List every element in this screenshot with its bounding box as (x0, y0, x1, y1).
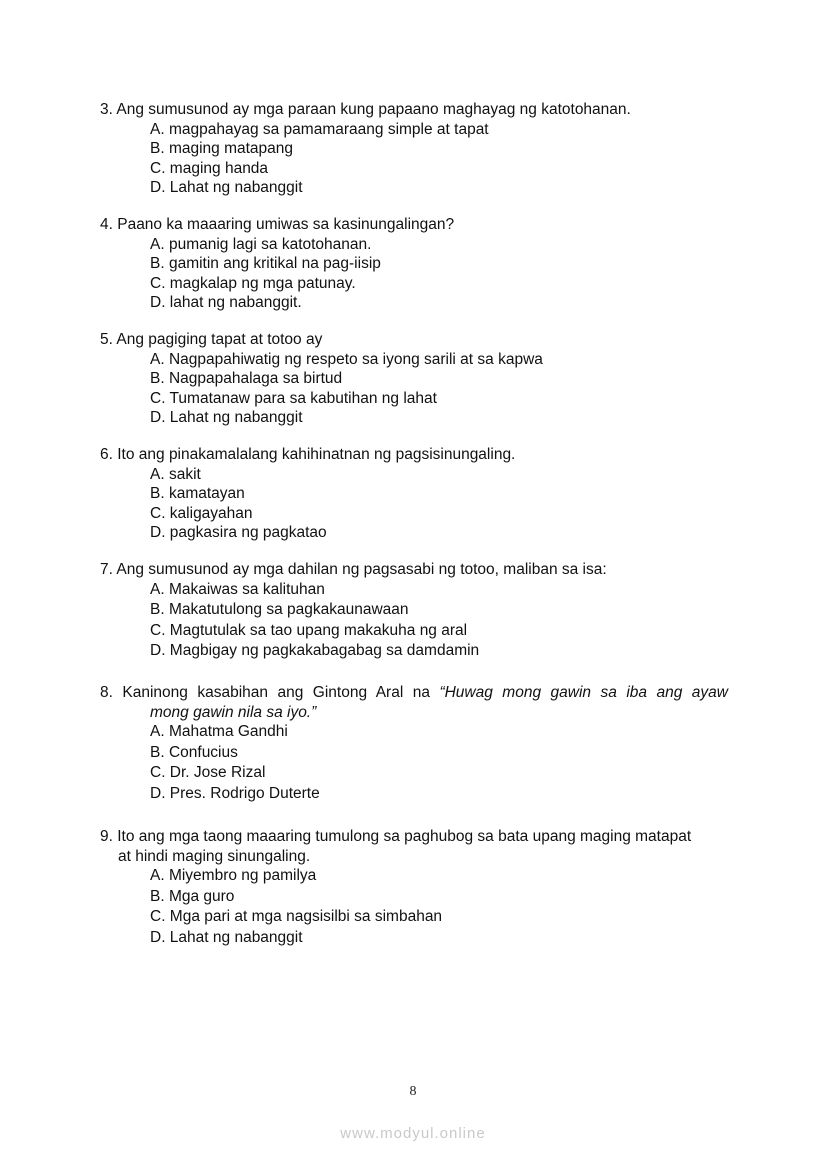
option-b: B. Nagpapahalaga sa birtud (150, 370, 343, 387)
question-stem: 4. Paano ka maaaring umiwas sa kasinungalingan? (100, 216, 455, 233)
option-b: B. gamitin ang kritikal na pag-iisip (150, 255, 381, 272)
option-c: C. Magtutulak sa tao upang makakuha ng aral (150, 621, 468, 639)
question-stem-text: 8. Kaninong kasabihan ang Gintong Aral na (100, 684, 430, 701)
watermark: www.modyul.online (340, 1125, 486, 1142)
question-6 (100, 445, 728, 543)
option-a: A. magpahayag sa pamamaraang simple at tapat (150, 120, 489, 138)
question-stem-line-1: 9. Ito ang mga taong maaaring tumulong sa paghubog sa bata upang maging matapat (100, 828, 692, 845)
option-a: A. Nagpapahiwatig ng respeto sa iyong sarili at sa kapwa (150, 350, 543, 368)
option-d: D. pagkasira ng pagkatao (150, 524, 327, 541)
option-a: A. pumanig lagi sa katotohanan. (150, 235, 372, 253)
option-d: D. Magbigay ng pagkakabagabag sa damdamin (150, 642, 480, 659)
option-d: D. lahat ng nabanggit. (150, 294, 302, 311)
option-a: A. Miyembro ng pamilya (150, 867, 317, 884)
question-stem: 3. Ang sumusunod ay mga paraan kung papaano maghayag ng katotohanan. (100, 101, 631, 118)
option-b: B. Mga guro (150, 887, 235, 905)
options-list (100, 120, 728, 198)
page-number: 8 (409, 1084, 417, 1099)
option-c: C. kaligayahan (150, 504, 253, 522)
option-c: C. Dr. Jose Rizal (150, 764, 266, 781)
question-stem-line-1 (100, 683, 728, 703)
option-d: D. Lahat ng nabanggit (150, 179, 303, 196)
option-d: D. Lahat ng nabanggit (150, 409, 303, 426)
option-c: C. magkalap ng mga patunay. (150, 274, 356, 292)
option-b: B. kamatayan (150, 485, 245, 502)
question-3 (100, 100, 728, 198)
options-list (100, 465, 728, 543)
option-c: C. maging handa (150, 159, 269, 177)
question-8 (100, 683, 728, 804)
options-list (100, 580, 728, 662)
question-9 (100, 827, 728, 948)
option-d: D. Pres. Rodrigo Duterte (150, 784, 320, 802)
question-stem: 6. Ito ang pinakamalalang kahihinatnan ng pagsisinungaling. (100, 446, 516, 463)
quote-text-line-2: mong gawin nila sa iyo.” (150, 703, 317, 721)
option-d: D. Lahat ng nabanggit (150, 928, 303, 946)
option-c: C. Tumatanaw para sa kabutihan ng lahat (150, 389, 437, 407)
options-list (100, 350, 728, 428)
question-stem: 5. Ang pagiging tapat at totoo ay (100, 331, 323, 348)
question-5 (100, 330, 728, 428)
option-c: C. Mga pari at mga nagsisilbi sa simbahan (150, 908, 443, 925)
quote-text-line-1: “Huwag mong gawin sa iba ang ayaw (439, 684, 728, 701)
option-a: A. sakit (150, 465, 201, 483)
options-list (100, 722, 728, 804)
option-b: B. Makatutulong sa pagkakaunawaan (150, 601, 409, 618)
question-stem-line-2: at hindi maging sinungaling. (118, 847, 311, 865)
question-7 (100, 560, 728, 662)
option-a: A. Makaiwas sa kalituhan (150, 580, 325, 598)
question-4 (100, 215, 728, 313)
option-b: B. Confucius (150, 743, 238, 761)
question-stem: 7. Ang sumusunod ay mga dahilan ng pagsasabi ng totoo, maliban sa isa: (100, 561, 607, 578)
option-a: A. Mahatma Gandhi (150, 723, 288, 740)
question-stem-line-2 (100, 703, 728, 723)
options-list (100, 235, 728, 313)
option-b: B. maging matapang (150, 140, 294, 157)
options-list (100, 866, 728, 948)
